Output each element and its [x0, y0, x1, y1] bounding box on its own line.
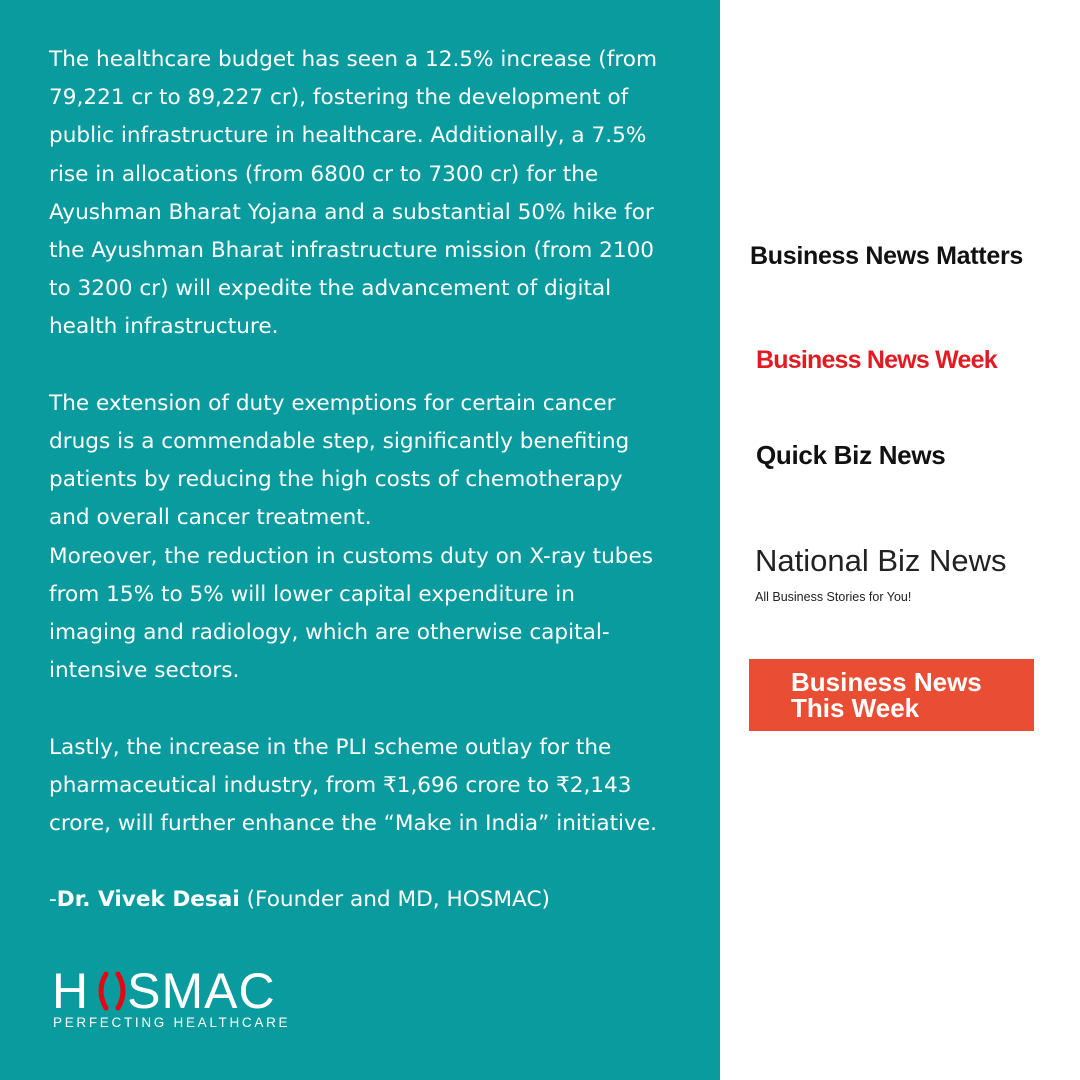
outlet-logo-business-news-matters: Business News Matters	[750, 242, 1023, 270]
outlet-logo-national-biz-news: National Biz News	[755, 543, 1007, 578]
article-text	[49, 41, 689, 920]
paragraph-budget: The healthcare budget has seen a 12.5% increase (from 79,221 cr to 89,227 cr), fostering the development of public infrastructure in healthcare. Additionally, a 7.5% rise in allocations (from 6800 cr to 7300 cr) for the Ayushman Bharat Yojana and a substantial 50% hike for the Ayushman Bharat infrastructure mission (from 2100 to 3200 cr) will expedite the advancement of digital health infrastructure.	[49, 47, 657, 340]
author-title: (Founder and MD, HOSMAC)	[239, 887, 550, 913]
outlet-tagline-national-biz-news: All Business Stories for You!	[755, 590, 912, 604]
logo-tagline: PERFECTING HEALTHCARE	[53, 1015, 291, 1030]
logo-wordmark: H SMAC	[52, 963, 276, 1019]
author-attribution: -Dr. Vivek Desai (Founder and MD, HOSMAC)	[49, 887, 550, 913]
logo-ring-icon	[93, 971, 131, 1011]
paragraph-customs-duty: Moreover, the reduction in customs duty on X-ray tubes from 15% to 5% will lower capital expenditure in imaging and radiology, which are otherwise capital- intensive sectors.	[49, 543, 654, 684]
outlet-logo-business-news-week: Business News Week	[756, 346, 997, 374]
hosmac-logo	[52, 963, 297, 1032]
outlet-logo-text: Business News This Week	[791, 667, 982, 723]
author-name: Dr. Vivek Desai	[56, 887, 240, 913]
outlet-logo-business-news-this-week	[749, 659, 1034, 731]
paragraph-cancer-drugs: The extension of duty exemptions for certain cancer drugs is a commendable step, significantly benefiting patients by reducing the high costs of chemotherapy and overall cancer treatment.	[49, 390, 630, 531]
paragraph-pli-scheme: Lastly, the increase in the PLI scheme outlay for the pharmaceutical industry, from ₹1,696 crore to ₹2,143 crore, will further enhance the “Make in India” initiative.	[49, 734, 657, 837]
outlet-logo-quick-biz-news: Quick Biz News	[756, 440, 946, 470]
